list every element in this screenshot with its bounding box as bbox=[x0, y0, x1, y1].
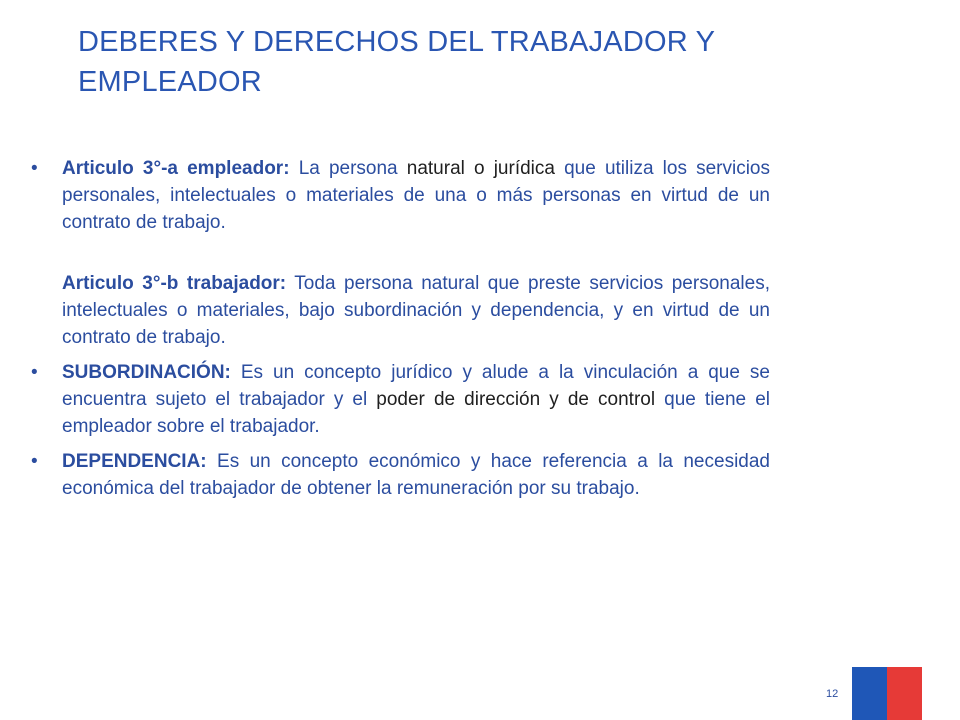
bullet-item-subordinacion bbox=[62, 359, 770, 440]
bullet-item-trabajador bbox=[62, 270, 770, 351]
flag-blue-stripe bbox=[852, 667, 887, 720]
slide-title: DEBERES Y DERECHOS DEL TRABAJADOR Y EMPLEADOR bbox=[78, 26, 715, 98]
definition-text: que tiene el empleador sobre el trabajador. bbox=[62, 389, 770, 437]
highlighted-text: natural o jurídica bbox=[406, 158, 555, 179]
definition-text: Toda persona natural que preste servicios personales, intelectuales o materiales, bajo subordinación y dependencia, y en virtud de un contrato de trabajo. bbox=[62, 273, 770, 348]
bullet-item-empleador bbox=[62, 155, 770, 236]
highlighted-text: poder de dirección y de control bbox=[376, 389, 656, 410]
bullet-item-dependencia bbox=[62, 448, 770, 502]
term-trabajador: Articulo 3°-b trabajador: bbox=[62, 273, 287, 294]
definition-text: Es un concepto económico y hace referencia a la necesidad económica del trabajador de obtener la remuneración por su trabajo. bbox=[62, 451, 770, 499]
term-empleador: Articulo 3°-a empleador: bbox=[62, 158, 290, 179]
page-number: 12 bbox=[826, 688, 839, 700]
bullet-list bbox=[62, 155, 770, 502]
flag-logo bbox=[852, 667, 922, 720]
term-dependencia: DEPENDENCIA: bbox=[62, 451, 207, 472]
flag-red-stripe bbox=[887, 667, 922, 720]
definition-text: Es un concepto jurídico y alude a la vinculación a que se encuentra sujeto el trabajador y el bbox=[62, 362, 770, 410]
definition-text: La persona bbox=[289, 158, 407, 179]
term-subordinacion: SUBORDINACIÓN: bbox=[62, 362, 231, 383]
definition-text: que utiliza los servicios personales, intelectuales o materiales de una o más personas en virtud de un contrato de trabajo. bbox=[62, 158, 771, 233]
